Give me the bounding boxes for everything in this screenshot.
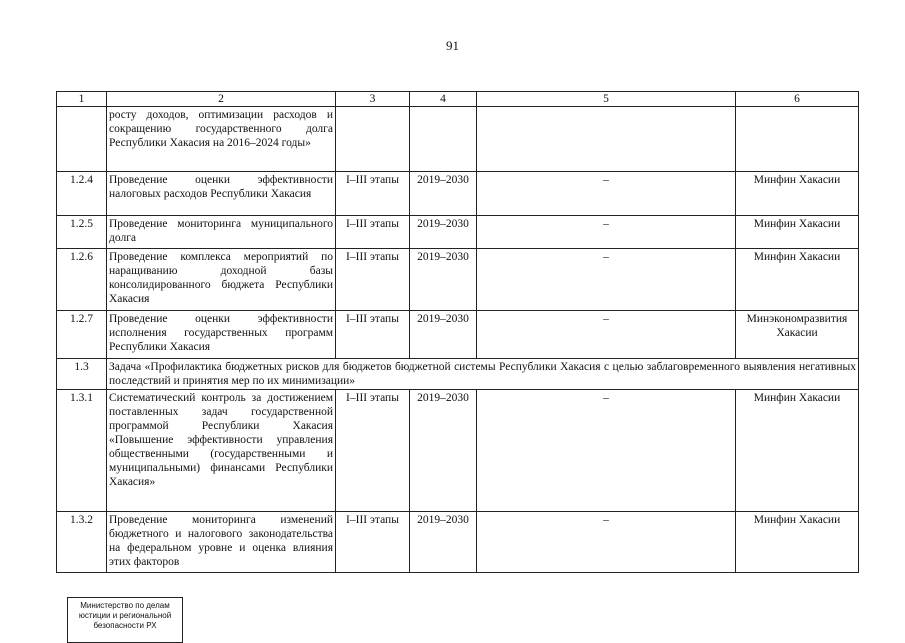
- header-cell: 1: [57, 92, 107, 107]
- row-description: Проведение мониторинга изменений бюджетного и налогового законодательства на федеральном уровне и оценка влияния этих факторов: [107, 512, 336, 573]
- row-period: 2019–2030: [410, 390, 477, 512]
- row-period: 2019–2030: [410, 249, 477, 311]
- row-executor: Минфин Хакасии: [736, 216, 859, 249]
- row-executor: Минфин Хакасии: [736, 172, 859, 216]
- row-description: Проведение оценки эффективности налоговых расходов Республики Хакасия: [107, 172, 336, 216]
- header-cell: 6: [736, 92, 859, 107]
- row-column5: –: [477, 311, 736, 359]
- header-row: [57, 92, 859, 107]
- row-stage: I–III этапы: [336, 512, 410, 573]
- row-number: 1.2.7: [57, 311, 107, 359]
- row-executor: Минэкономразвития Хакасии: [736, 311, 859, 359]
- row-column5: –: [477, 512, 736, 573]
- table-row: [57, 249, 859, 311]
- row-stage: I–III этапы: [336, 390, 410, 512]
- table-row: [57, 216, 859, 249]
- row-description: росту доходов, оптимизации расходов и сокращению государственного долга Республики Хакасия на 2016–2024 годы»: [107, 107, 336, 172]
- row-number: 1.3.2: [57, 512, 107, 573]
- table-row: [57, 172, 859, 216]
- stamp-line: Министерство по делам: [80, 601, 170, 610]
- ministry-stamp: [67, 597, 183, 643]
- row-column5: [477, 107, 736, 172]
- table-row: [57, 311, 859, 359]
- task-description: Задача «Профилактика бюджетных рисков для бюджетов бюджетной системы Республики Хакасия с целью заблаговременного выявления негативных последствий и принятия мер по их минимизации»: [107, 359, 859, 390]
- table-row: [57, 107, 859, 172]
- row-period: 2019–2030: [410, 311, 477, 359]
- row-description: Систематический контроль за достижением поставленных задач государственной программой Республики Хакасия «Повышение эффективности управления общественными (государственными и муниципальными) финансами Республики Хакасия»: [107, 390, 336, 512]
- task-number: 1.3: [57, 359, 107, 390]
- row-number: 1.2.5: [57, 216, 107, 249]
- row-executor: [736, 107, 859, 172]
- row-description: Проведение мониторинга муниципального долга: [107, 216, 336, 249]
- row-executor: Минфин Хакасии: [736, 249, 859, 311]
- row-period: 2019–2030: [410, 216, 477, 249]
- header-cell: 3: [336, 92, 410, 107]
- row-number: [57, 107, 107, 172]
- stamp-line: юстиции и региональной: [78, 611, 172, 620]
- table-row: [57, 390, 859, 512]
- header-cell: 2: [107, 92, 336, 107]
- row-stage: I–III этапы: [336, 311, 410, 359]
- row-period: 2019–2030: [410, 512, 477, 573]
- row-period: 2019–2030: [410, 172, 477, 216]
- row-stage: I–III этапы: [336, 249, 410, 311]
- task-row: [57, 359, 859, 390]
- page-number: 91: [446, 38, 459, 53]
- row-period: [410, 107, 477, 172]
- row-description: Проведение комплекса мероприятий по наращиванию доходной базы консолидированного бюджета Республики Хакасия: [107, 249, 336, 311]
- header-cell: 4: [410, 92, 477, 107]
- row-column5: –: [477, 249, 736, 311]
- row-number: 1.2.4: [57, 172, 107, 216]
- row-column5: –: [477, 390, 736, 512]
- row-column5: –: [477, 216, 736, 249]
- row-stage: [336, 107, 410, 172]
- program-table: [56, 91, 859, 573]
- row-executor: Минфин Хакасии: [736, 512, 859, 573]
- table-row: [57, 512, 859, 573]
- header-cell: 5: [477, 92, 736, 107]
- row-number: 1.3.1: [57, 390, 107, 512]
- row-executor: Минфин Хакасии: [736, 390, 859, 512]
- row-stage: I–III этапы: [336, 216, 410, 249]
- row-column5: –: [477, 172, 736, 216]
- stamp-line: безопасности РХ: [93, 621, 157, 630]
- row-stage: I–III этапы: [336, 172, 410, 216]
- row-number: 1.2.6: [57, 249, 107, 311]
- row-description: Проведение оценки эффективности исполнения государственных программ Республики Хакасия: [107, 311, 336, 359]
